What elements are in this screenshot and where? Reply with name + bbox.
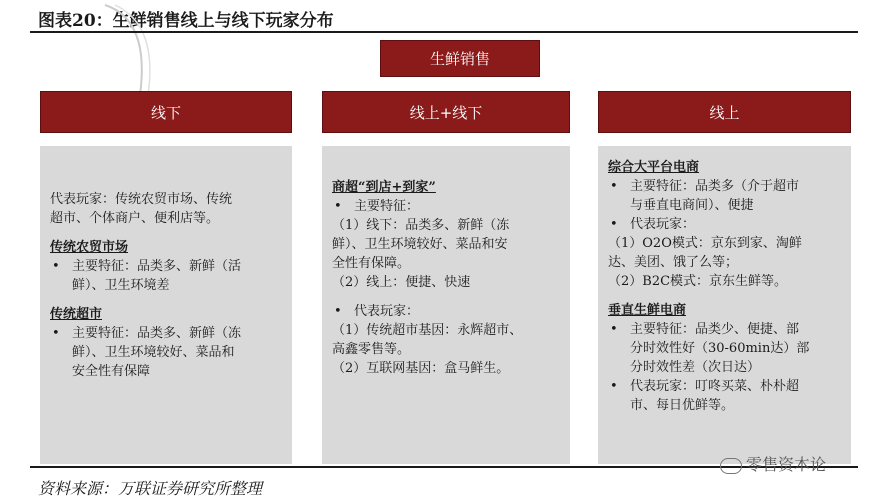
text-line: 高鑫零售等。 bbox=[332, 342, 411, 357]
column-header-offline: 线下 bbox=[40, 91, 292, 133]
text-line: 全性有保障。 bbox=[332, 256, 411, 271]
spacer bbox=[50, 295, 282, 305]
spacer bbox=[608, 291, 841, 301]
bullet-item: • 代表玩家： bbox=[608, 215, 841, 234]
watermark-text: 零售资本论 bbox=[746, 455, 827, 474]
decorative-curve bbox=[100, 0, 160, 100]
column-header-omnichannel: 线上+线下 bbox=[322, 91, 570, 133]
source-note: 资料来源：万联证券研究所整理 bbox=[38, 479, 263, 498]
bullet-continuation: 安全性有保障 bbox=[72, 364, 151, 379]
section-heading: 综合大平台电商 bbox=[608, 160, 700, 175]
bullet-item: • 主要特征：品类少、便捷、部 bbox=[608, 320, 841, 339]
bullet-continuation: 分时效性差（次日达） bbox=[630, 360, 761, 375]
section-heading: 传统农贸市场 bbox=[50, 240, 129, 255]
text-line: （1）O2O模式：京东到家、淘鲜 bbox=[608, 236, 802, 251]
section-heading: 垂直生鲜电商 bbox=[608, 303, 687, 318]
bullet-item: • 主要特征：品类多、新鲜（活 bbox=[50, 257, 282, 276]
column-header-online: 线上 bbox=[598, 91, 851, 133]
text-line: （1）传统超市基因：永辉超市、 bbox=[332, 323, 523, 338]
bullet-continuation: 市、每日优鲜等。 bbox=[630, 398, 735, 413]
watermark bbox=[720, 452, 826, 475]
text-line: （1）线下：品类多、新鲜（冻 bbox=[332, 218, 510, 233]
text-line: 达、美团、饿了么等； bbox=[608, 255, 739, 270]
bullet-continuation: 与垂直电商间）、便捷 bbox=[630, 198, 754, 213]
spacer bbox=[332, 292, 560, 302]
panel-offline bbox=[40, 146, 292, 464]
bullet-item: • 代表玩家：叮咚买菜、朴朴超 bbox=[608, 377, 841, 396]
bullet-continuation: 鲜）、卫生环境差 bbox=[72, 278, 170, 293]
text-line: （2）线上：便捷、快速 bbox=[332, 275, 471, 290]
panel-omnichannel bbox=[322, 146, 570, 464]
text-line: 鲜）、卫生环境较好、菜品和安 bbox=[332, 237, 508, 252]
text-line: 超市、个体商户、便利店等。 bbox=[50, 211, 220, 226]
section-heading: 传统超市 bbox=[50, 307, 103, 322]
bullet-item: • 代表玩家： bbox=[332, 302, 560, 321]
root-node: 生鲜销售 bbox=[380, 40, 540, 77]
text-line: （2）B2C模式：京东生鲜等。 bbox=[608, 274, 788, 289]
spacer bbox=[50, 228, 282, 238]
bullet-item: • 主要特征： bbox=[332, 197, 560, 216]
bullet-continuation: 分时效性好（30-60min达）部 bbox=[630, 341, 810, 356]
panel-online bbox=[598, 146, 851, 464]
text-line: 代表玩家：传统农贸市场、传统 bbox=[50, 192, 233, 207]
text-line: （2）互联网基因：盒马鲜生。 bbox=[332, 361, 510, 376]
figure-title: 图表20：生鲜销售线上与线下玩家分布 bbox=[38, 11, 334, 31]
bullet-item: • 主要特征：品类多（介于超市 bbox=[608, 177, 841, 196]
bullet-continuation: 鲜）、卫生环境较好、菜品和 bbox=[72, 345, 235, 360]
section-heading: 商超“到店+到家” bbox=[332, 180, 436, 195]
bullet-item: • 主要特征：品类多、新鲜（冻 bbox=[50, 324, 282, 343]
top-rule bbox=[30, 31, 858, 33]
chat-bubble-icon bbox=[720, 458, 742, 474]
